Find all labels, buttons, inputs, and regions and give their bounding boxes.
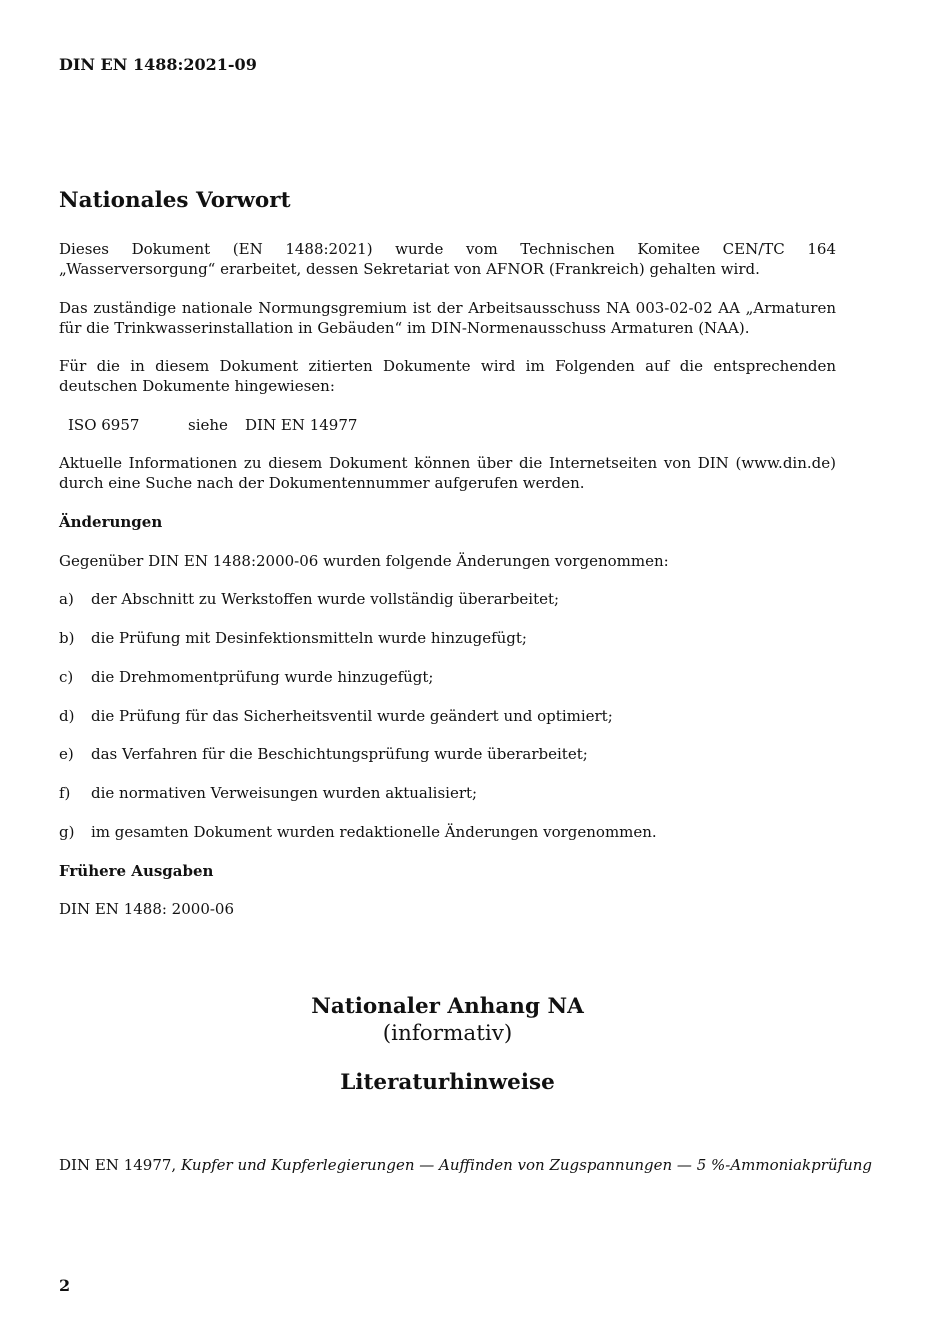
- list-marker: f): [59, 784, 71, 802]
- list-marker: e): [59, 745, 74, 763]
- list-marker: d): [59, 707, 75, 725]
- literature-entry: [59, 1156, 872, 1174]
- annex-subtitle: (informativ): [382, 1021, 513, 1046]
- foreword-title: Nationales Vorwort: [59, 188, 291, 213]
- list-text: der Abschnitt zu Werkstoffen wurde vollständig überarbeitet;: [91, 590, 560, 608]
- list-text: das Verfahren für die Beschichtungsprüfung wurde überarbeitet;: [91, 745, 588, 763]
- literature-entry-title: Kupfer und Kupferlegierungen — Auffinden von Zugspannungen — 5 %-Ammoniakprüfung: [180, 1156, 873, 1174]
- document-code: DIN EN 1488:2021-09: [59, 55, 257, 74]
- list-text: die normativen Verweisungen wurden aktualisiert;: [91, 784, 478, 802]
- list-text: im gesamten Dokument wurden redaktionelle Änderungen vorgenommen.: [91, 823, 657, 841]
- list-text: die Prüfung mit Desinfektionsmitteln wurde hinzugefügt;: [91, 629, 527, 647]
- reference-connector: siehe: [188, 416, 228, 434]
- changes-intro: Gegenüber DIN EN 1488:2000-06 wurden folgende Änderungen vorgenommen:: [59, 552, 669, 570]
- foreword-paragraph-1: Dieses Dokument (EN 1488:2021) wurde vom Technischen Komitee CEN/TC 164 „Wasserversorgung“ erarbeitet, dessen Sekretariat von AFNOR (Frankreich) gehalten wird.: [59, 240, 836, 278]
- literature-title: Literaturhinweise: [340, 1070, 555, 1095]
- foreword-paragraph-2: Das zuständige nationale Normungsgremium ist der Arbeitsausschuss NA 003-02-02 AA „Armaturen für die Trinkwasserinstallation in Gebäuden“ im DIN-Normenausschuss Armaturen (NAA).: [59, 299, 836, 337]
- list-marker: g): [59, 823, 75, 841]
- list-marker: b): [59, 629, 75, 647]
- literature-entry-code: DIN EN 14977,: [59, 1156, 177, 1174]
- annex-title: Nationaler Anhang NA: [311, 994, 584, 1019]
- changes-heading: Änderungen: [59, 513, 163, 531]
- previous-editions-text: DIN EN 1488: 2000-06: [59, 900, 235, 918]
- reference-source: ISO 6957: [68, 416, 140, 434]
- foreword-paragraph-3: Für die in diesem Dokument zitierten Dokumente wird im Folgenden auf die entsprechenden deutschen Dokumente hingewiesen:: [59, 357, 836, 395]
- reference-target: DIN EN 14977: [245, 416, 358, 434]
- page-number: 2: [59, 1276, 71, 1295]
- list-marker: c): [59, 668, 74, 686]
- previous-editions-heading: Frühere Ausgaben: [59, 862, 214, 880]
- list-text: die Prüfung für das Sicherheitsventil wurde geändert und optimiert;: [91, 707, 613, 725]
- list-text: die Drehmomentprüfung wurde hinzugefügt;: [91, 668, 434, 686]
- info-paragraph: Aktuelle Informationen zu diesem Dokument können über die Internetseiten von DIN (www.din.de) durch eine Suche nach der Dokumentennummer aufgerufen werden.: [59, 454, 836, 492]
- list-marker: a): [59, 590, 74, 608]
